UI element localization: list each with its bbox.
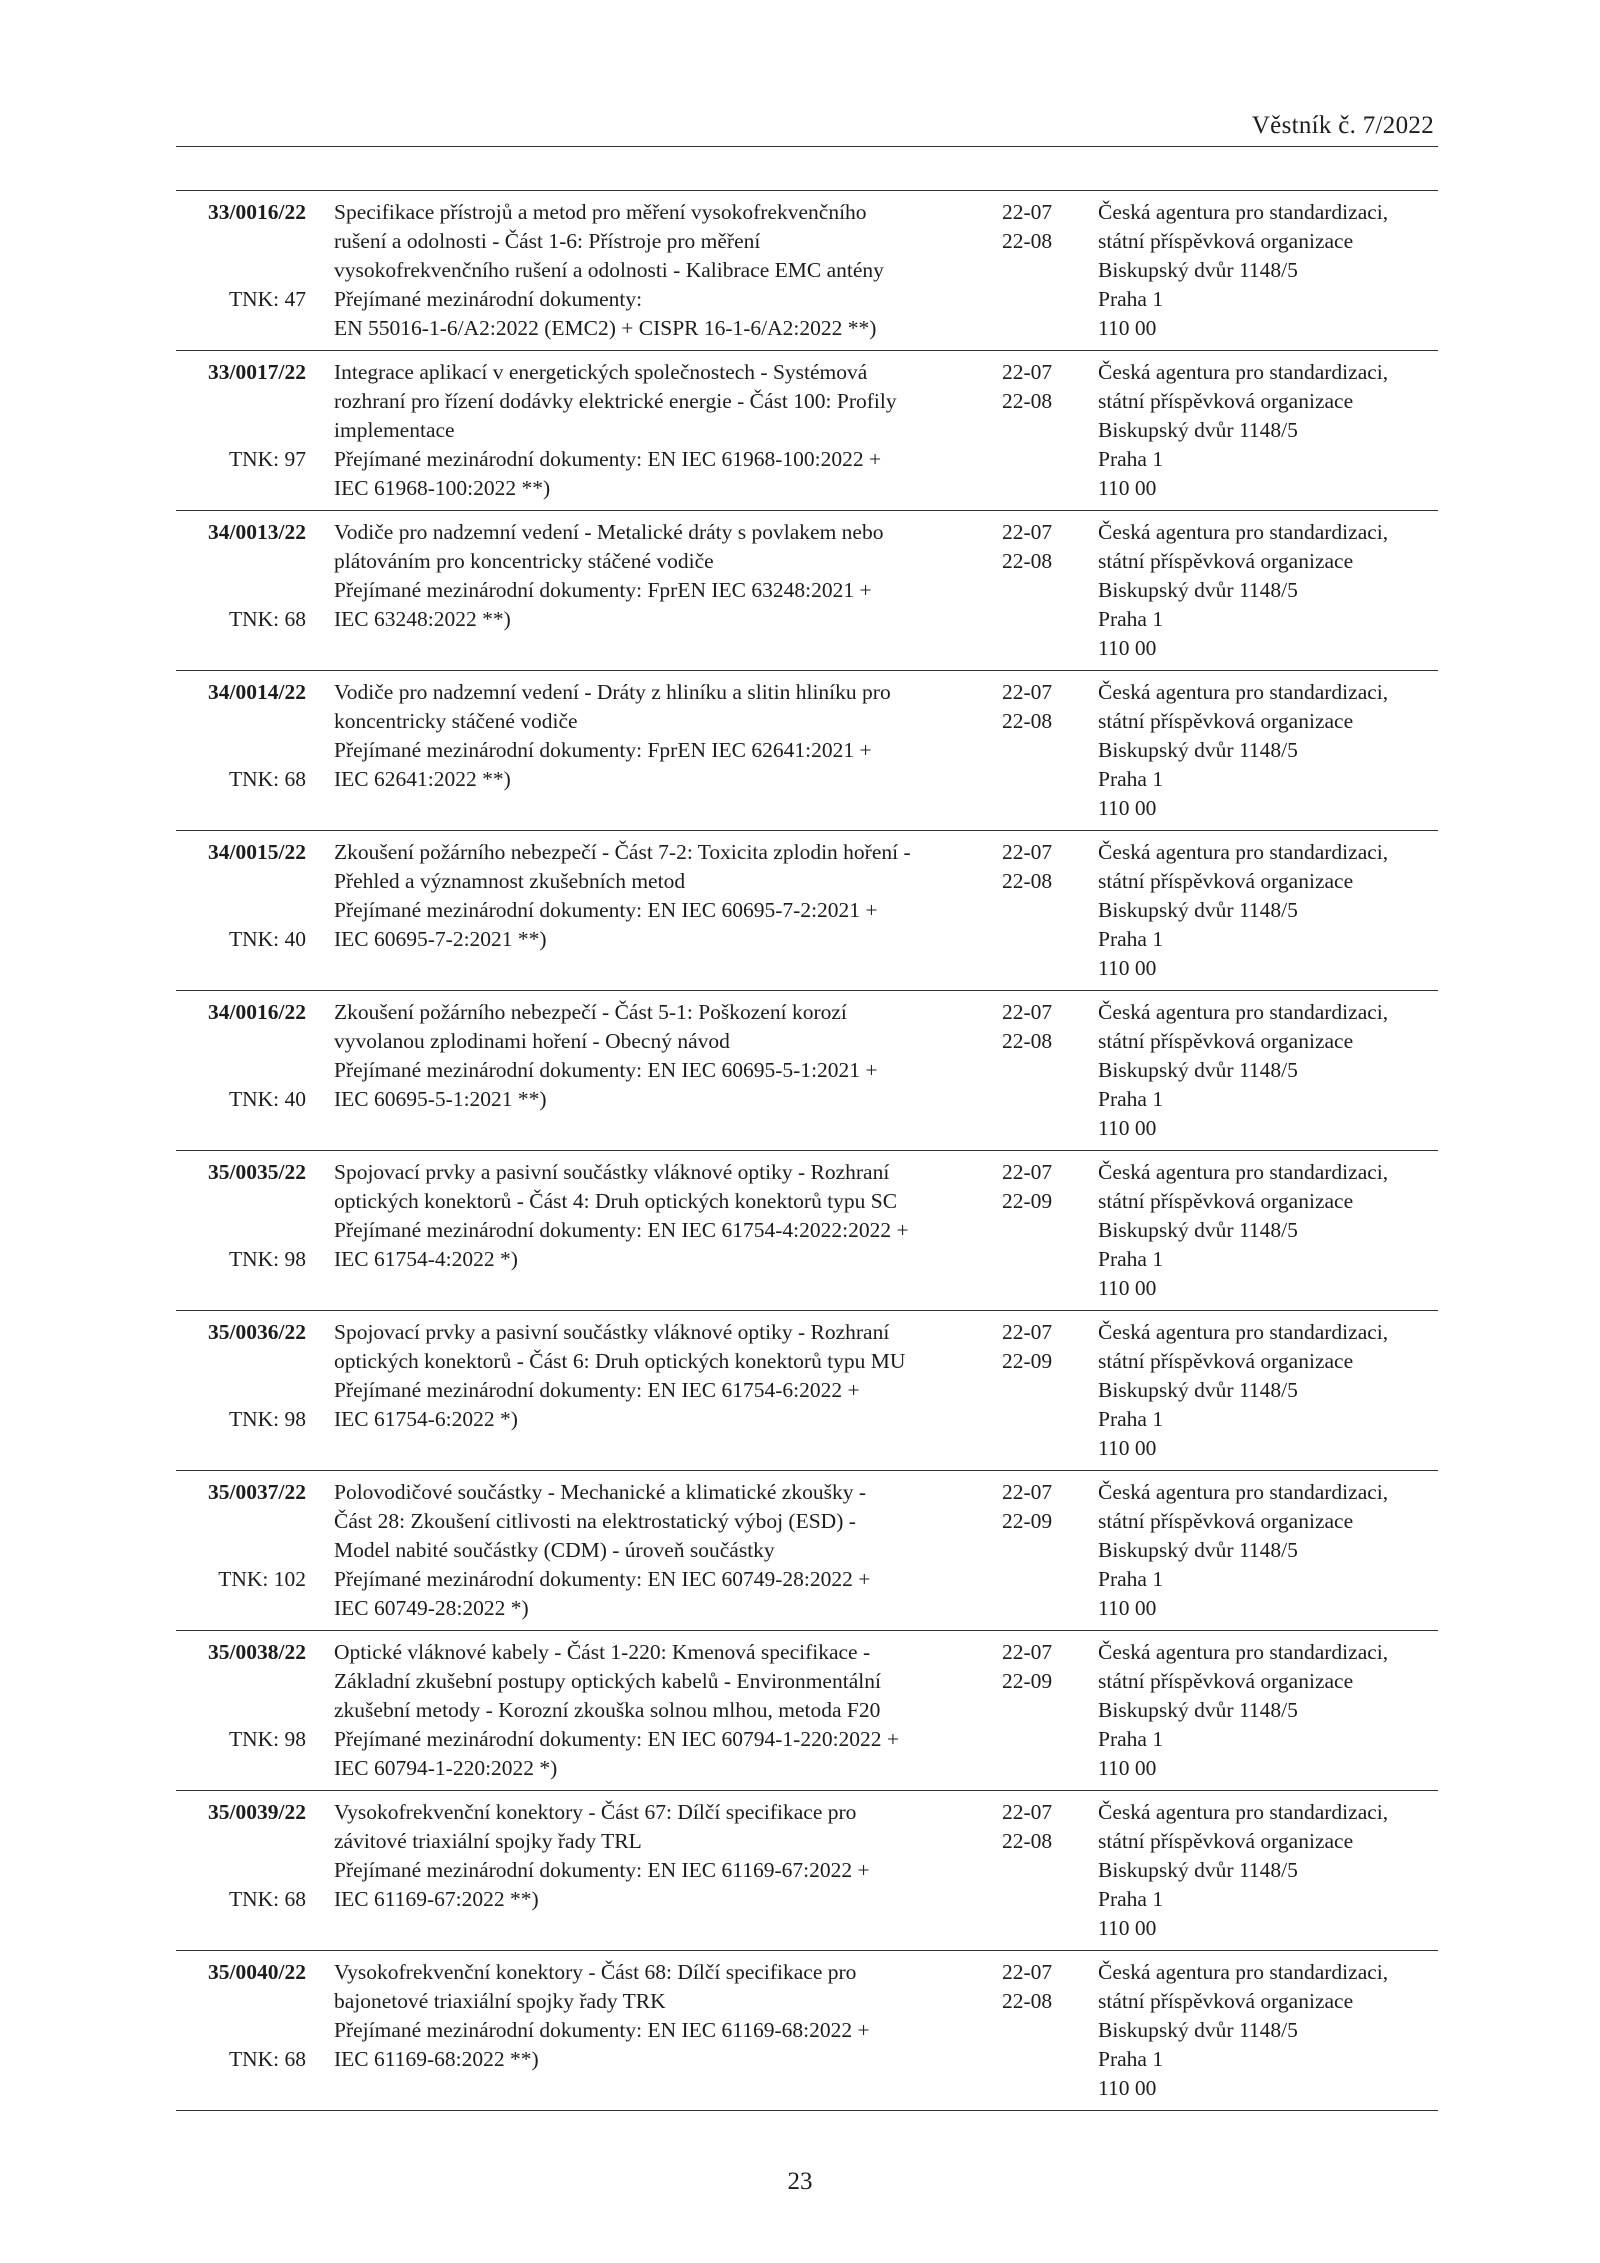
code-cell	[176, 1798, 306, 1943]
tnk-number: TNK: 98	[228, 1407, 306, 1431]
organization-line: Česká agentura pro standardizaci,	[1098, 1000, 1389, 1024]
organization-line: Česká agentura pro standardizaci,	[1098, 200, 1389, 224]
description-line: IEC 60695-5-1:2021 **)	[334, 1087, 547, 1111]
standard-code: 33/0016/22	[208, 200, 306, 224]
table-row	[176, 1311, 1438, 1471]
organization-line: 110 00	[1098, 1756, 1157, 1780]
description-line: IEC 61169-68:2022 **)	[334, 2047, 539, 2071]
organization-line: státní příspěvková organizace	[1098, 549, 1354, 573]
description-line: Zkoušení požárního nebezpečí - Část 7-2: Toxicita zplodin hoření -	[334, 840, 911, 864]
description-line: vysokofrekvenčního rušení a odolnosti - Kalibrace EMC antény	[334, 258, 884, 282]
standard-code: 35/0037/22	[208, 1480, 306, 1504]
organization-line: státní příspěvková organizace	[1098, 1029, 1354, 1053]
date-line: 22-07	[1002, 1960, 1053, 1984]
date-line: 22-07	[1002, 840, 1053, 864]
description-line: IEC 63248:2022 **)	[334, 607, 511, 631]
description-line: IEC 61169-67:2022 **)	[334, 1887, 539, 1911]
description-line: zkušební metody - Korozní zkouška solnou mlhou, metoda F20	[334, 1698, 881, 1722]
code-cell	[176, 1638, 306, 1783]
table-row	[176, 1631, 1438, 1791]
page-number: 23	[787, 2168, 813, 2195]
organization-cell	[1098, 1478, 1438, 1623]
date-line: 22-08	[1002, 869, 1053, 893]
organization-line: Biskupský dvůr 1148/5	[1098, 898, 1298, 922]
organization-cell	[1098, 518, 1438, 663]
organization-line: 110 00	[1098, 1276, 1157, 1300]
organization-line: 110 00	[1098, 636, 1157, 660]
organization-line: 110 00	[1098, 956, 1157, 980]
code-cell	[176, 998, 306, 1143]
organization-line: Biskupský dvůr 1148/5	[1098, 1218, 1298, 1242]
description-line: IEC 60794-1-220:2022 *)	[334, 1756, 558, 1780]
description-line: EN 55016-1-6/A2:2022 (EMC2) + CISPR 16-1-6/A2:2022 **)	[334, 316, 877, 340]
date-line: 22-09	[1002, 1669, 1053, 1693]
table-row	[176, 831, 1438, 991]
organization-line: Česká agentura pro standardizaci,	[1098, 1640, 1389, 1664]
description-line: Část 28: Zkoušení citlivosti na elektrostatický výboj (ESD) -	[334, 1509, 856, 1533]
organization-line: Biskupský dvůr 1148/5	[1098, 2018, 1298, 2042]
organization-line: Česká agentura pro standardizaci,	[1098, 1160, 1389, 1184]
tnk-number: TNK: 68	[228, 2047, 306, 2071]
tnk-number: TNK: 98	[228, 1727, 306, 1751]
date-line: 22-08	[1002, 709, 1053, 733]
date-line: 22-07	[1002, 200, 1053, 224]
organization-line: Česká agentura pro standardizaci,	[1098, 520, 1389, 544]
description-line: Polovodičové součástky - Mechanické a klimatické zkoušky -	[334, 1480, 866, 1504]
organization-cell	[1098, 1318, 1438, 1463]
description-cell	[334, 678, 974, 794]
description-line: Vodiče pro nadzemní vedení - Dráty z hliníku a slitin hliníku pro	[334, 680, 891, 704]
table-row	[176, 1951, 1438, 2111]
organization-line: Praha 1	[1098, 1407, 1164, 1431]
organization-line: Biskupský dvůr 1148/5	[1098, 258, 1298, 282]
date-line: 22-08	[1002, 229, 1053, 253]
organization-line: Praha 1	[1098, 607, 1164, 631]
description-line: Přejímané mezinárodní dokumenty: FprEN IEC 62641:2021 +	[334, 738, 872, 762]
description-line: Model nabité součástky (CDM) - úroveň součástky	[334, 1538, 775, 1562]
standard-code: 33/0017/22	[208, 360, 306, 384]
organization-cell	[1098, 838, 1438, 983]
tnk-number: TNK: 68	[228, 767, 306, 791]
organization-line: státní příspěvková organizace	[1098, 1189, 1354, 1213]
organization-line: Biskupský dvůr 1148/5	[1098, 578, 1298, 602]
dates-cell	[1002, 1478, 1072, 1536]
code-cell	[176, 1958, 306, 2103]
organization-line: Česká agentura pro standardizaci,	[1098, 1480, 1389, 1504]
standard-code: 34/0016/22	[208, 1000, 306, 1024]
organization-line: 110 00	[1098, 1116, 1157, 1140]
organization-line: Biskupský dvůr 1148/5	[1098, 1058, 1298, 1082]
table-row	[176, 991, 1438, 1151]
code-cell	[176, 358, 306, 503]
organization-line: státní příspěvková organizace	[1098, 389, 1354, 413]
description-cell	[334, 358, 974, 503]
date-line: 22-09	[1002, 1189, 1053, 1213]
description-cell	[334, 518, 974, 634]
organization-line: státní příspěvková organizace	[1098, 1989, 1354, 2013]
description-line: optických konektorů - Část 4: Druh optických konektorů typu SC	[334, 1189, 898, 1213]
standard-code: 34/0014/22	[208, 680, 306, 704]
date-line: 22-08	[1002, 1829, 1053, 1853]
description-cell	[334, 1318, 974, 1434]
standard-code: 35/0036/22	[208, 1320, 306, 1344]
tnk-number: TNK: 68	[228, 607, 306, 631]
tnk-number: TNK: 68	[228, 1887, 306, 1911]
organization-line: Praha 1	[1098, 1247, 1164, 1271]
description-cell	[334, 1958, 974, 2074]
dates-cell	[1002, 838, 1072, 896]
description-cell	[334, 1798, 974, 1914]
description-line: rozhraní pro řízení dodávky elektrické energie - Část 100: Profily	[334, 389, 897, 413]
date-line: 22-07	[1002, 680, 1053, 704]
description-line: Základní zkušební postupy optických kabelů - Environmentální	[334, 1669, 881, 1693]
organization-line: Česká agentura pro standardizaci,	[1098, 1800, 1389, 1824]
organization-line: Praha 1	[1098, 287, 1164, 311]
standard-code: 34/0013/22	[208, 520, 306, 544]
tnk-number: TNK: 102	[218, 1567, 306, 1591]
organization-line: Praha 1	[1098, 2047, 1164, 2071]
description-line: rušení a odolnosti - Část 1-6: Přístroje pro měření	[334, 229, 761, 253]
organization-line: Praha 1	[1098, 1087, 1164, 1111]
code-cell	[176, 1478, 306, 1623]
description-line: IEC 60749-28:2022 *)	[334, 1596, 529, 1620]
organization-line: Biskupský dvůr 1148/5	[1098, 1378, 1298, 1402]
date-line: 22-07	[1002, 1160, 1053, 1184]
description-line: Přejímané mezinárodní dokumenty:	[334, 287, 643, 311]
date-line: 22-07	[1002, 1000, 1053, 1024]
date-line: 22-07	[1002, 1640, 1053, 1664]
organization-line: Česká agentura pro standardizaci,	[1098, 360, 1389, 384]
description-line: Přejímané mezinárodní dokumenty: FprEN IEC 63248:2021 +	[334, 578, 872, 602]
standards-table	[176, 190, 1438, 2111]
table-row	[176, 511, 1438, 671]
bulletin-title: Věstník č. 7/2022	[1251, 112, 1434, 139]
dates-cell	[1002, 1958, 1072, 2016]
description-line: Integrace aplikací v energetických společnostech - Systémová	[334, 360, 868, 384]
description-line: IEC 61968-100:2022 **)	[334, 476, 551, 500]
dates-cell	[1002, 1318, 1072, 1376]
organization-line: Biskupský dvůr 1148/5	[1098, 1538, 1298, 1562]
organization-line: 110 00	[1098, 476, 1157, 500]
description-cell	[334, 1638, 974, 1783]
standard-code: 35/0040/22	[208, 1960, 306, 1984]
organization-line: Biskupský dvůr 1148/5	[1098, 1858, 1298, 1882]
organization-line: Biskupský dvůr 1148/5	[1098, 738, 1298, 762]
dates-cell	[1002, 1158, 1072, 1216]
standard-code: 34/0015/22	[208, 840, 306, 864]
table-row	[176, 191, 1438, 351]
tnk-number: TNK: 97	[228, 447, 306, 471]
date-line: 22-07	[1002, 520, 1053, 544]
description-line: optických konektorů - Část 6: Druh optických konektorů typu MU	[334, 1349, 906, 1373]
dates-cell	[1002, 518, 1072, 576]
organization-line: 110 00	[1098, 1916, 1157, 1940]
organization-cell	[1098, 1798, 1438, 1943]
organization-line: Praha 1	[1098, 1727, 1164, 1751]
organization-line: 110 00	[1098, 1436, 1157, 1460]
code-cell	[176, 198, 306, 343]
description-line: IEC 62641:2022 **)	[334, 767, 511, 791]
description-line: Přejímané mezinárodní dokumenty: EN IEC 61169-67:2022 +	[334, 1858, 870, 1882]
organization-line: Česká agentura pro standardizaci,	[1098, 680, 1389, 704]
description-line: implementace	[334, 418, 455, 442]
description-line: Přejímané mezinárodní dokumenty: EN IEC 60749-28:2022 +	[334, 1567, 871, 1591]
organization-line: Česká agentura pro standardizaci,	[1098, 1960, 1389, 1984]
description-line: Přejímané mezinárodní dokumenty: EN IEC 60695-7-2:2021 +	[334, 898, 878, 922]
description-line: závitové triaxiální spojky řady TRL	[334, 1829, 642, 1853]
date-line: 22-09	[1002, 1509, 1053, 1533]
organization-line: státní příspěvková organizace	[1098, 1669, 1354, 1693]
dates-cell	[1002, 998, 1072, 1056]
organization-cell	[1098, 1158, 1438, 1303]
organization-cell	[1098, 358, 1438, 503]
standard-code: 35/0038/22	[208, 1640, 306, 1664]
organization-line: Biskupský dvůr 1148/5	[1098, 1698, 1298, 1722]
organization-line: Praha 1	[1098, 1887, 1164, 1911]
description-line: Vysokofrekvenční konektory - Část 68: Dílčí specifikace pro	[334, 1960, 857, 1984]
description-line: Zkoušení požárního nebezpečí - Část 5-1: Poškození korozí	[334, 1000, 847, 1024]
code-cell	[176, 1318, 306, 1463]
organization-line: státní příspěvková organizace	[1098, 709, 1354, 733]
description-line: Vysokofrekvenční konektory - Část 67: Dílčí specifikace pro	[334, 1800, 857, 1824]
description-line: Vodiče pro nadzemní vedení - Metalické dráty s povlakem nebo	[334, 520, 884, 544]
page-header	[176, 112, 1438, 147]
description-cell	[334, 198, 974, 343]
organization-cell	[1098, 998, 1438, 1143]
description-line: bajonetové triaxiální spojky řady TRK	[334, 1989, 666, 2013]
date-line: 22-07	[1002, 1480, 1053, 1504]
description-line: Spojovací prvky a pasivní součástky vláknové optiky - Rozhraní	[334, 1160, 890, 1184]
organization-line: státní příspěvková organizace	[1098, 1349, 1354, 1373]
description-line: koncentricky stáčené vodiče	[334, 709, 578, 733]
date-line: 22-08	[1002, 389, 1053, 413]
description-line: Specifikace přístrojů a metod pro měření vysokofrekvenčního	[334, 200, 867, 224]
description-line: Přejímané mezinárodní dokumenty: EN IEC 61754-4:2022:2022 +	[334, 1218, 909, 1242]
standard-code: 35/0039/22	[208, 1800, 306, 1824]
organization-cell	[1098, 1638, 1438, 1783]
description-line: Přejímané mezinárodní dokumenty: EN IEC 61169-68:2022 +	[334, 2018, 870, 2042]
dates-cell	[1002, 358, 1072, 416]
organization-cell	[1098, 198, 1438, 343]
code-cell	[176, 678, 306, 823]
date-line: 22-07	[1002, 360, 1053, 384]
code-cell	[176, 838, 306, 983]
organization-line: Praha 1	[1098, 927, 1164, 951]
date-line: 22-07	[1002, 1800, 1053, 1824]
table-row	[176, 351, 1438, 511]
description-line: Přejímané mezinárodní dokumenty: EN IEC 61754-6:2022 +	[334, 1378, 860, 1402]
organization-line: Česká agentura pro standardizaci,	[1098, 840, 1389, 864]
dates-cell	[1002, 198, 1072, 256]
tnk-number: TNK: 98	[228, 1247, 306, 1271]
date-line: 22-08	[1002, 549, 1053, 573]
description-line: Přejímané mezinárodní dokumenty: EN IEC 60695-5-1:2021 +	[334, 1058, 878, 1082]
description-line: Optické vláknové kabely - Část 1-220: Kmenová specifikace -	[334, 1640, 871, 1664]
organization-cell	[1098, 678, 1438, 823]
table-row	[176, 1151, 1438, 1311]
description-line: IEC 60695-7-2:2021 **)	[334, 927, 547, 951]
organization-line: státní příspěvková organizace	[1098, 1509, 1354, 1533]
dates-cell	[1002, 1638, 1072, 1696]
organization-line: 110 00	[1098, 316, 1157, 340]
description-cell	[334, 838, 974, 954]
date-line: 22-07	[1002, 1320, 1053, 1344]
standard-code: 35/0035/22	[208, 1160, 306, 1184]
organization-line: Praha 1	[1098, 1567, 1164, 1591]
description-line: IEC 61754-4:2022 *)	[334, 1247, 518, 1271]
table-row	[176, 1791, 1438, 1951]
description-line: Spojovací prvky a pasivní součástky vláknové optiky - Rozhraní	[334, 1320, 890, 1344]
description-cell	[334, 1158, 974, 1274]
organization-line: státní příspěvková organizace	[1098, 229, 1354, 253]
organization-line: Praha 1	[1098, 447, 1164, 471]
code-cell	[176, 1158, 306, 1303]
organization-line: 110 00	[1098, 796, 1157, 820]
description-line: plátováním pro koncentricky stáčené vodiče	[334, 549, 714, 573]
organization-line: 110 00	[1098, 1596, 1157, 1620]
description-line: Přejímané mezinárodní dokumenty: EN IEC 60794-1-220:2022 +	[334, 1727, 900, 1751]
table-row	[176, 671, 1438, 831]
description-line: Přejímané mezinárodní dokumenty: EN IEC 61968-100:2022 +	[334, 447, 882, 471]
organization-line: Biskupský dvůr 1148/5	[1098, 418, 1298, 442]
description-cell	[334, 1478, 974, 1623]
description-line: IEC 61754-6:2022 *)	[334, 1407, 518, 1431]
organization-line: 110 00	[1098, 2076, 1157, 2100]
organization-line: státní příspěvková organizace	[1098, 869, 1354, 893]
date-line: 22-08	[1002, 1029, 1053, 1053]
organization-cell	[1098, 1958, 1438, 2103]
date-line: 22-09	[1002, 1349, 1053, 1373]
description-line: vyvolanou zplodinami hoření - Obecný návod	[334, 1029, 730, 1053]
tnk-number: TNK: 47	[228, 287, 306, 311]
organization-line: státní příspěvková organizace	[1098, 1829, 1354, 1853]
code-cell	[176, 518, 306, 663]
date-line: 22-08	[1002, 1989, 1053, 2013]
tnk-number: TNK: 40	[228, 927, 306, 951]
description-cell	[334, 998, 974, 1114]
organization-line: Praha 1	[1098, 767, 1164, 791]
tnk-number: TNK: 40	[228, 1087, 306, 1111]
organization-line: Česká agentura pro standardizaci,	[1098, 1320, 1389, 1344]
description-line: Přehled a významnost zkušebních metod	[334, 869, 686, 893]
dates-cell	[1002, 678, 1072, 736]
dates-cell	[1002, 1798, 1072, 1856]
table-row	[176, 1471, 1438, 1631]
